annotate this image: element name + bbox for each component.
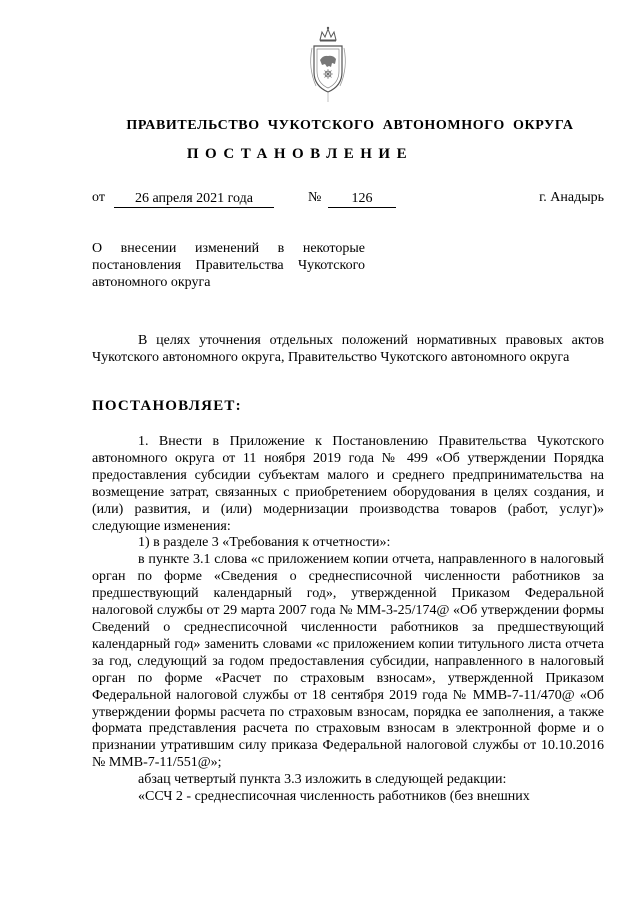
subject-line-3: автономного округа [92,275,211,290]
document-city: г. Анадырь [539,190,604,205]
body-paragraph-1: 1. Внести в Приложение к Постановлению Правительства Чукотского автономного округа от 11 ноября 2019 года № 499 «Об утверждении Порядка предоставления субсидии субъектам малого и среднего предпринимательства на возмещение затрат, связанных с приобретением оборудования в целях создания, и (или) развития, и (или) модернизации производства товаров (работ, услуг)» следующие изменения: [92,434,604,534]
body-paragraph-3: в пункте 3.1 слова «с приложением копии отчета, направленного в налоговый орган по форме «Сведения о среднесписочной численности работников за предшествующий календарный год», утвержденной Приказом Федеральной налоговой службы от 29 марта 2007 года № ММ-3-25/174@ «Об утверждении формы Сведений о среднесписочной численности работников за предшествующий календарный год» заменить словами «с приложением копии титульного листа отчета за год, следующий за годом предоставления субсидии, направленного в налоговый орган по форме «Расчет по страховым взносам», утвержденной Приказом Федеральной налоговой службы от 18 сентября 2019 года № ММВ-7-11/470@ «Об утверждении формы расчета по страховым взносам, порядка ее заполнения, а также формата представления расчета по страховым взносам в электронной форме и о признании утратившим силу приказа Федеральной налоговой службы от 10.10.2016 № ММВ-7-11/551@»; [92,552,604,771]
body-paragraph-5: «ССЧ 2 - среднесписочная численность работников (без внешних [138,789,530,805]
document-number: 126 [328,190,396,208]
government-title: ПРАВИТЕЛЬСТВО ЧУКОТСКОГО АВТОНОМНОГО ОКРУГА [126,118,574,133]
document-body [92,434,604,806]
date-prefix-label: от [92,190,105,205]
preamble-paragraph: В целях уточнения отдельных положений нормативных правовых актов Чукотского автономного округа, Правительство Чукотского автономного округа [92,333,604,365]
body-paragraph-4: абзац четвертый пункта 3.3 изложить в следующей редакции: [138,772,507,788]
document-meta-line [92,190,604,210]
document-type-heading: ПОСТАНОВЛЕНИЕ [186,146,414,162]
document-date: 26 апреля 2021 года [114,190,274,208]
subject-line-1: О внесении изменений в некоторые [92,241,365,256]
subject-line-2: постановления Правительства Чукотского [92,258,365,273]
document-subject [92,240,365,291]
chukotka-coat-of-arms-icon [306,24,350,106]
resolves-heading: ПОСТАНОВЛЯЕТ: [92,398,242,414]
number-label: № [308,190,322,205]
body-paragraph-2: 1) в разделе 3 «Требования к отчетности»: [138,535,391,551]
